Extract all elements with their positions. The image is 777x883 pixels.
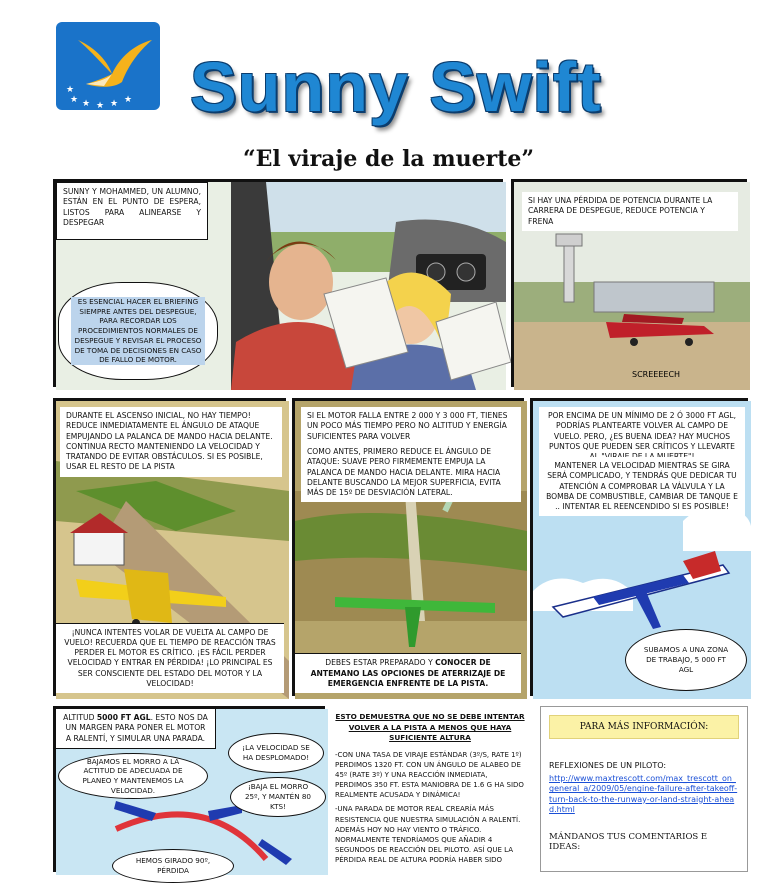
reflections-label: REFLEXIONES DE UN PILOTO: bbox=[549, 761, 667, 770]
panel6-bubble-speed: ¡LA VELOCIDAD SE HA DESPLOMADO! bbox=[228, 733, 324, 773]
svg-text:★: ★ bbox=[82, 99, 91, 109]
sfx-text: SCREEEECH bbox=[632, 370, 681, 379]
info-box bbox=[540, 706, 748, 872]
panel3-caption: DURANTE EL ASCENSO INICIAL, NO HAY TIEMPO! REDUCE INMEDIATAMENTE EL ÁNGULO DE ATAQUE EMPUJANDO LA PALANCA DE MANDO HACIA DELANTE. CONTINUA RECTO MANTENIENDO LA VELOCIDAD Y TRATANDO DE EVITAR OBSTÁCULOS. SI ES POSIBLE, USAR EL RESTO DE LA PISTA bbox=[60, 407, 282, 477]
panel4-bottom-text-b: CONOCER DE ANTEMANO LAS OPCIONES DE ATERRIZAJE DE EMERGENCIA ENFRENTE DE LA PISTA. bbox=[310, 658, 506, 688]
panel6-caption-c: . ESTO NOS DA UN MARGEN PARA PONER EL MOTOR A RALENTÍ, Y SIMULAR UNA PARADA. bbox=[65, 713, 208, 743]
comments-label: MÁNDANOS TUS COMENTARIOS E IDEAS: bbox=[549, 831, 708, 852]
comic-panel-turn-back bbox=[530, 398, 748, 696]
comic-panel-landing-options bbox=[292, 398, 524, 696]
panel1-caption: SUNNY Y MOHAMMED, UN ALUMNO, ESTÁN EN EL PUNTO DE ESPERA, LISTOS PARA ALINEARSE Y DESPEGAR bbox=[56, 182, 208, 240]
page-subtitle: “El viraje de la muerte” bbox=[242, 146, 535, 172]
info-heading: PARA MÁS INFORMACIÓN: bbox=[549, 715, 739, 739]
reference-link[interactable]: http://www.maxtrescott.com/max_trescott_on_general_a/2009/05/engine-failure-after-takeoff-turn-back-to-the-runway-or-land-straight-ahead.html bbox=[549, 774, 738, 815]
panel6-bubble-nose-down: ¡BAJA EL MORRO 25º, Y MANTÉN 80 KTS! bbox=[230, 777, 326, 817]
svg-text:★: ★ bbox=[66, 85, 75, 95]
panel6-caption bbox=[56, 709, 216, 749]
panel6-caption-a: ALTITUD bbox=[63, 713, 97, 722]
panel6-bubble-glide: BAJAMOS EL MORRO A LA ACTITUD DE ADECUADA DE PLANEO Y MANTENEMOS LA VELOCIDAD. bbox=[58, 753, 208, 799]
notes-paragraph-1: -CON UNA TASA DE VIRAJE ESTÁNDAR (3º/S, RATE 1º) PERDIMOS 1320 FT. CON UN ÁNGULO DE ALABEO DE 45º (RATE 3º) Y UNA REACCIÓN INMEDIATA, PERDIMOS 350 FT. ESTA MANIOBRA DE 1.6 G HA SIDO REALMENTE ACUSADA Y DINÁMICA! bbox=[335, 750, 524, 800]
panel6-caption-b: 5000 FT AGL bbox=[96, 713, 151, 722]
svg-text:★: ★ bbox=[124, 95, 133, 105]
panel6-bubble-turn: HEMOS GIRADO 90º, PÉRDIDA bbox=[112, 849, 234, 883]
panel4-bottom-caption bbox=[295, 653, 521, 693]
panel4-caption-1: SI EL MOTOR FALLA ENTRE 2 000 Y 3 000 FT, TIENES UN POCO MÁS TIEMPO PERO NO ALTITUD Y ENERGÍA SUFICIENTES PARA VOLVER bbox=[301, 407, 521, 446]
panel1-speech-bubble bbox=[58, 282, 218, 380]
svg-text:★: ★ bbox=[110, 99, 119, 109]
svg-text:★: ★ bbox=[70, 95, 79, 105]
svg-text:★: ★ bbox=[96, 101, 105, 111]
sunny-swift-logo bbox=[56, 22, 160, 110]
page-title: Sunny Swift bbox=[190, 48, 602, 126]
notes-heading: ESTO DEMUESTRA QUE NO SE DEBE INTENTAR VOLVER A LA PISTA A MENOS QUE HAYA SUFICIENTE ALTURA bbox=[335, 712, 525, 743]
panel2-caption: SI HAY UNA PÉRDIDA DE POTENCIA DURANTE LA CARRERA DE DESPEGUE, REDUCE POTENCIA Y FRENA bbox=[522, 192, 738, 231]
panel4-caption-2: COMO ANTES, PRIMERO REDUCE EL ÁNGULO DE ATAQUE: SUAVE PERO FIRMEMENTE EMPUJA LA PALANCA DE MANDO HACIA DELANTE. MIRA HACIA DELANTE BUSCANDO LA MEJOR SUPERFICIA, EVITA MÁS DE 15º DE DESVIACIÓN LATERAL. bbox=[301, 443, 521, 502]
comic-panel-runway bbox=[511, 179, 747, 387]
panel1-speech-text: ES ESENCIAL HACER EL BRIEFING SIEMPRE ANTES DEL DESPEGUE, PARA RECORDAR LOS PROCEDIMIENTOS NORMALES DE DESPEGUE Y REVISAR EL PROCESO DE TOMA DE DECISIONES EN CASO DE FALLO DE MOTOR. bbox=[71, 297, 205, 365]
notes-paragraph-2: -UNA PARADA DE MOTOR REAL CREARÍA MÁS RESISTENCIA QUE NUESTRA SIMULACIÓN A RALENTÍ. ADEMÁS HOY NO HAY VIENTO O TRÁFICO. NORMALMENTE TENDRÍAMOS QUE AÑADIR 4 SEGUNDOS DE REACCIÓN DEL PILOTO. ASÍ QUE LA PÉRDIDA REAL DE ALTURA PODRÍA HABER SIDO bbox=[335, 805, 521, 865]
panel5-caption-1: POR ENCIMA DE UN MÍNIMO DE 2 Ó 3000 FT AGL, PODRÍAS PLANTEARTE VOLVER AL CAMPO DE VUELO. PERO, ¿ES BUENA IDEA? HAY MUCHOS PUNTOS QUE PUEDEN SER CRÍTICOS Y LLEVARTE bbox=[539, 407, 745, 466]
notes-column bbox=[335, 712, 525, 872]
panel4-bottom-text-a: DEBES ESTAR PREPARADO Y bbox=[325, 658, 436, 668]
panel5-caption-2: MANTENER LA VELOCIDAD MIENTRAS SE GIRA SERÁ COMPLICADO, Y TENDRÁS QUE DEDICAR TU ATENCIÓN A COMPROBAR LA VÁLVULA Y LA BOMBA DE COMBUSTIBLE, CAMBIAR DE TANQUE E .. INTENTAR EL REENCENDIDO SI ES POSIBLE! bbox=[539, 457, 745, 516]
comic-panel-cockpit bbox=[53, 179, 503, 387]
panel3-bottom-caption: ¡NUNCA INTENTES VOLAR DE VUELTA AL CAMPO DE VUELO! RECUERDA QUE EL TIEMPO DE REACCIÓN TRAS PERDER EL MOTOR ES CRÍTICO. ¡ES FÁCIL PERDER VELOCIDAD Y ENTRAR EN PÉRDIDA! ¡LO PRINCIPAL ES SER CONSCIENTE DEL ESTADO DEL MOTOR Y LA VELOCIDAD! bbox=[56, 623, 284, 694]
panel5-speech-bubble: SUBAMOS A UNA ZONA DE TRABAJO, 5 000 FT AGL bbox=[625, 629, 747, 691]
comic-panel-initial-climb bbox=[53, 398, 286, 696]
comic-panel-simulation bbox=[53, 706, 325, 875]
